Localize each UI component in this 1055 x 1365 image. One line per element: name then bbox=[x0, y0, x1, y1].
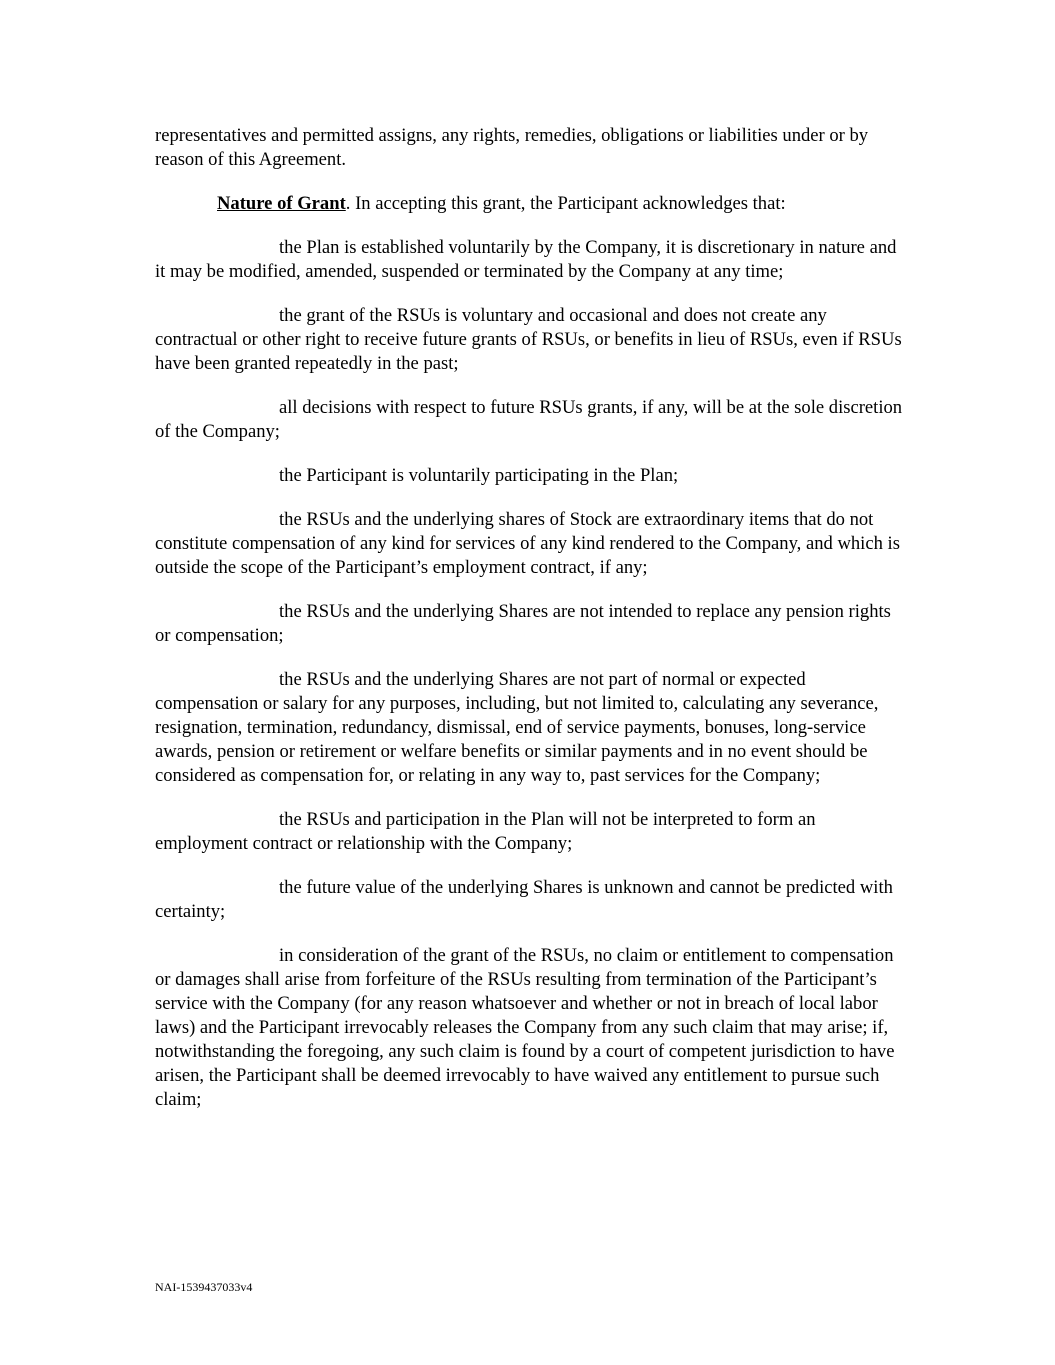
acknowledgement-item: the Participant is voluntarily participating in the Plan; bbox=[279, 465, 679, 486]
acknowledgement-item: the RSUs and the underlying Shares are not part of normal or expected compensation or salary for any purposes, including, but not limited to, calculating any severance, resignation, termination, redundancy, dismissal, end of service payments, bonuses, long-service awards, pension or retirement or welfare benefits or similar payments and in no event should be considered as compensation for, or relating in any way to, past services for the Company; bbox=[155, 669, 879, 786]
acknowledgement-item: all decisions with respect to future RSUs grants, if any, will be at the sole discretion of the Company; bbox=[155, 397, 903, 442]
continuation-paragraph: representatives and permitted assigns, any rights, remedies, obligations or liabilities under or by reason of this Agreement. bbox=[155, 125, 869, 170]
document-body bbox=[155, 124, 905, 1132]
acknowledgement-item: the grant of the RSUs is voluntary and occasional and does not create any contractual or other right to receive future grants of RSUs, or benefits in lieu of RSUs, even if RSUs have been granted repeatedly in the past; bbox=[155, 305, 902, 374]
section-title: Nature of Grant bbox=[217, 193, 346, 214]
acknowledgement-item: the RSUs and the underlying shares of Stock are extraordinary items that do not constitute compensation of any kind for services of any kind rendered to the Company, and which is outside the scope of the Participant’s employment contract, if any; bbox=[155, 509, 900, 578]
acknowledgement-item: the future value of the underlying Shares is unknown and cannot be predicted with certainty; bbox=[155, 877, 893, 922]
section-heading-paragraph bbox=[155, 192, 905, 216]
document-footer-id: NAI-1539437033v4 bbox=[155, 1280, 253, 1294]
acknowledgement-item: the RSUs and participation in the Plan will not be interpreted to form an employment contract or relationship with the Company; bbox=[155, 809, 816, 854]
acknowledgement-item: the Plan is established voluntarily by the Company, it is discretionary in nature and it may be modified, amended, suspended or terminated by the Company at any time; bbox=[155, 237, 897, 282]
acknowledgement-item: in consideration of the grant of the RSUs, no claim or entitlement to compensation or damages shall arise from forfeiture of the RSUs resulting from termination of the Participant’s service with the Company (for any reason whatsoever and whether or not in breach of local labor laws) and the Participant irrevocably releases the Company from any such claim that may arise; if, notwithstanding the foregoing, any such claim is found by a court of competent jurisdiction to have arisen, the Participant shall be deemed irrevocably to have waived any entitlement to pursue such claim; bbox=[155, 945, 895, 1110]
acknowledgement-item: the RSUs and the underlying Shares are not intended to replace any pension rights or compensation; bbox=[155, 601, 891, 646]
section-intro: . In accepting this grant, the Participant acknowledges that: bbox=[345, 193, 786, 214]
